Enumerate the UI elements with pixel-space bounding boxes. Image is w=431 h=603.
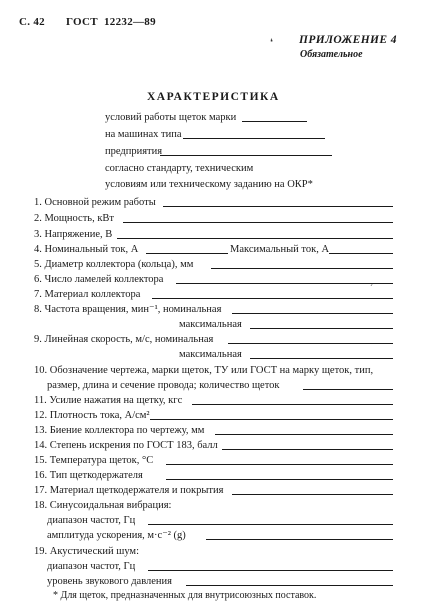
- item-14: 14. Степень искрения по ГОСТ 183, балл: [34, 440, 218, 451]
- item-19: 19. Акустический шум:: [34, 546, 139, 557]
- fill-line: [186, 585, 393, 586]
- fill-line: [192, 404, 393, 405]
- fill-line: [150, 419, 393, 420]
- intro-line-2: на машинах типа: [105, 129, 182, 140]
- intro-line-3: предприятия: [105, 146, 163, 157]
- fill-line: [117, 238, 393, 239]
- item-18: 18. Синусоидальная вибрация:: [34, 500, 172, 511]
- item-4-nominal: 4. Номинальный ток, А: [34, 244, 139, 255]
- fill-line: [183, 138, 325, 139]
- item-10-cont: размер, длина и сечение провода; количество щеток: [47, 380, 280, 391]
- fill-line: [206, 539, 393, 540]
- item-19-freq: диапазон частот, Гц: [47, 561, 136, 572]
- appendix-label: ПРИЛОЖЕНИЕ 4: [299, 34, 397, 46]
- item-2: 2. Мощность, кВт: [34, 213, 115, 224]
- footnote: * Для щеток, предназначенных для внутрисоюзных поставок.: [53, 590, 317, 601]
- item-8-nominal: 8. Частота вращения, мин⁻¹, номинальная: [34, 304, 222, 315]
- fill-line: [148, 524, 393, 525]
- fill-line: [222, 449, 393, 450]
- item-10: 10. Обозначение чертежа, марки щеток, ТУ или ГОСТ на марку щеток, тип,: [34, 365, 374, 376]
- item-16: 16. Тип щеткодержателя: [34, 470, 143, 481]
- item-19-spl: уровень звукового давления: [47, 576, 173, 587]
- item-15: 15. Температура щеток, °С: [34, 455, 154, 466]
- appendix-status: Обязательное: [300, 49, 363, 60]
- item-17: 17. Материал щеткодержателя и покрытия: [34, 485, 224, 496]
- fill-line: [232, 313, 393, 314]
- item-7: 7. Материал коллектора: [34, 289, 141, 300]
- item-9-nominal: 9. Линейная скорость, м/с, номинальная: [34, 334, 214, 345]
- fill-line: [146, 253, 228, 254]
- item-12: 12. Плотность тока, А/см²: [34, 410, 150, 421]
- intro-line-4: согласно стандарту, техническим: [105, 163, 254, 174]
- item-18-freq: диапазон частот, Гц: [47, 515, 136, 526]
- intro-line-5: условиям или техническому заданию на ОКР*: [105, 179, 313, 190]
- item-1: 1. Основной режим работы: [34, 197, 156, 208]
- scan-mark: ˊ: [370, 283, 373, 293]
- document-title: ХАРАКТЕРИСТИКА: [147, 91, 280, 103]
- fill-line: [250, 328, 393, 329]
- fill-line: [163, 206, 393, 207]
- fill-line: [166, 479, 393, 480]
- fill-line: [160, 155, 332, 156]
- fill-line: [152, 298, 393, 299]
- intro-line-1: условий работы щеток марки: [105, 112, 237, 123]
- fill-line: [211, 268, 393, 269]
- item-6: 6. Число ламелей коллектора: [34, 274, 164, 285]
- item-11: 11. Усилие нажатия на щетку, кгс: [34, 395, 183, 406]
- item-18-accel: амплитуда ускорения, м·с⁻² (g): [47, 530, 186, 541]
- fill-line: [250, 358, 393, 359]
- item-5: 5. Диаметр коллектора (кольца), мм: [34, 259, 194, 270]
- item-9-max: максимальная: [179, 349, 242, 360]
- fill-line: [228, 343, 393, 344]
- fill-line: [232, 494, 393, 495]
- scan-mark: ❛: [270, 37, 273, 47]
- item-8-max: максимальная: [179, 319, 242, 330]
- item-4-max: Максимальный ток, А: [230, 244, 330, 255]
- standard-number: 12232—89: [104, 16, 156, 28]
- item-13: 13. Биение коллектора по чертежу, мм: [34, 425, 205, 436]
- fill-line: [176, 283, 393, 284]
- fill-line: [303, 389, 393, 390]
- page-number: С. 42: [19, 16, 45, 28]
- fill-line: [215, 434, 393, 435]
- fill-line: [123, 222, 393, 223]
- fill-line: [329, 253, 393, 254]
- item-3: 3. Напряжение, В: [34, 229, 113, 240]
- fill-line: [148, 570, 393, 571]
- fill-line: [242, 121, 307, 122]
- standard-label: ГОСТ: [66, 16, 98, 28]
- fill-line: [166, 464, 393, 465]
